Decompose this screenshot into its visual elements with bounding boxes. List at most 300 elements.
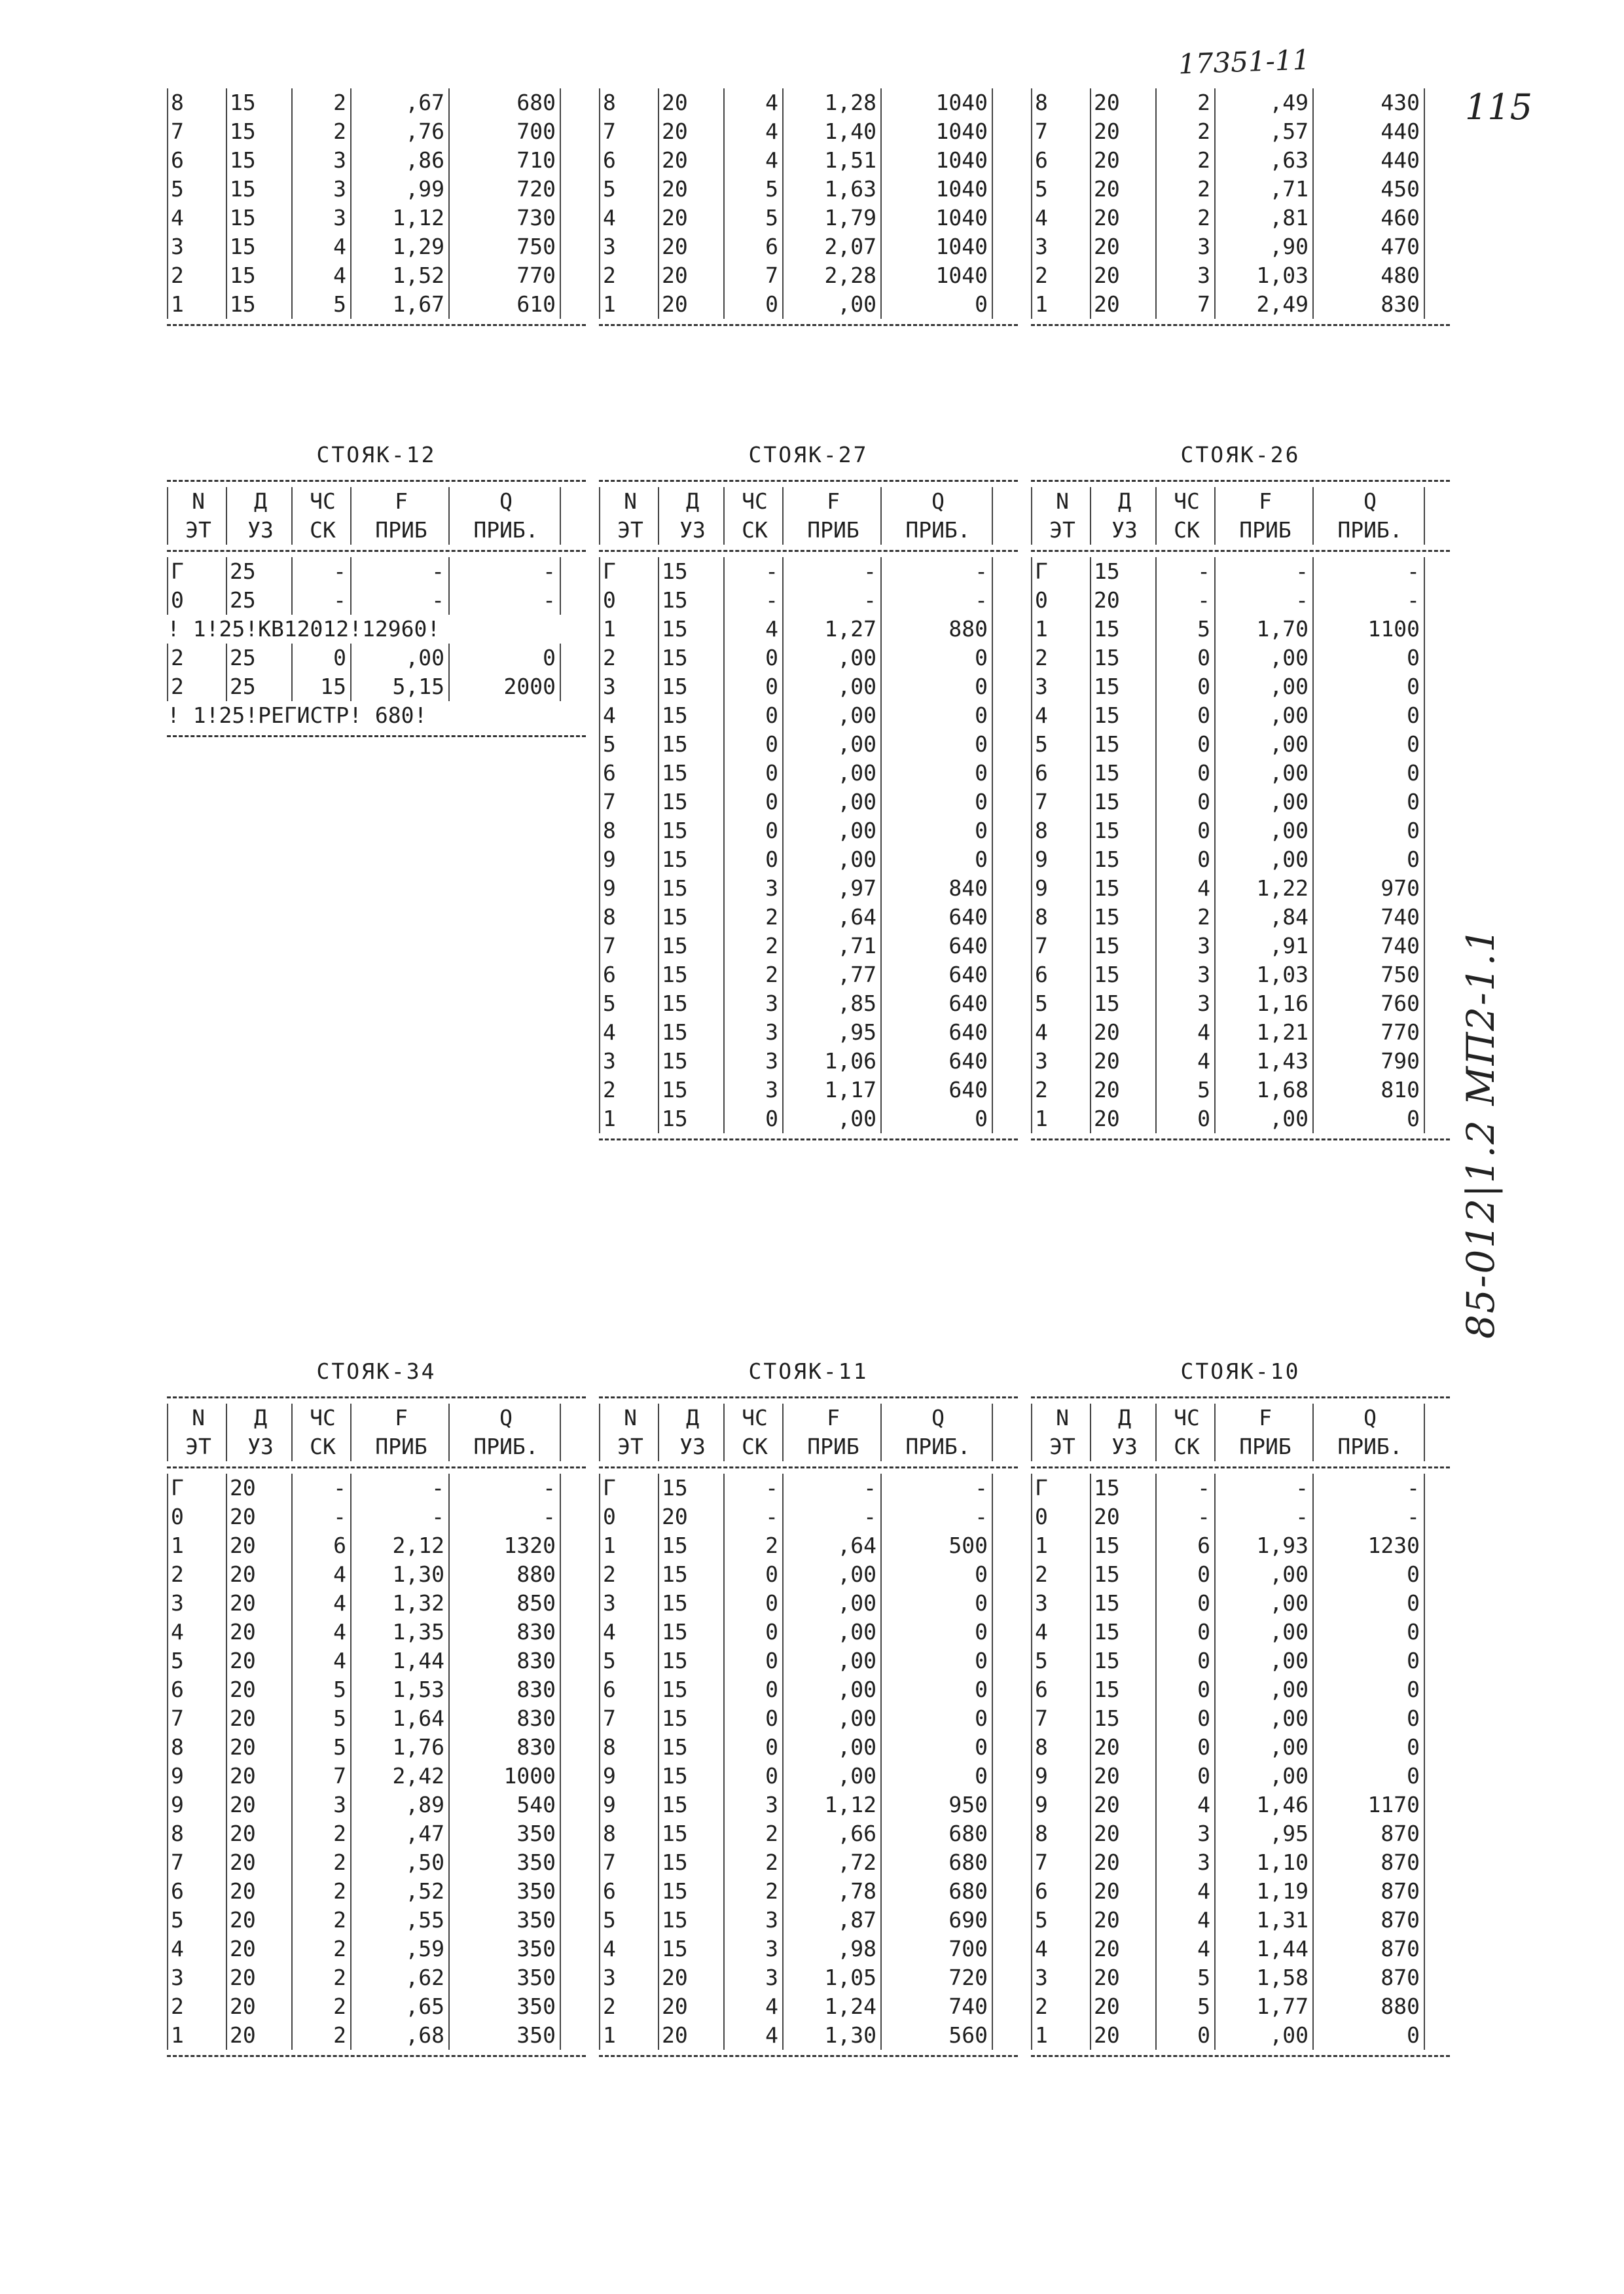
table-cell: 6 bbox=[1031, 1675, 1090, 1704]
table-row bbox=[167, 644, 586, 672]
table-cell: 9 bbox=[599, 1791, 658, 1819]
cell-divider bbox=[1424, 1848, 1425, 1877]
table-cell: 8 bbox=[1031, 1733, 1090, 1762]
table-cell: 20 bbox=[1090, 88, 1155, 117]
table-cell: 2 bbox=[167, 1560, 226, 1589]
table-cell: 1,03 bbox=[1214, 261, 1312, 290]
table-row bbox=[1031, 1992, 1450, 2021]
table-cell: 1100 bbox=[1312, 615, 1424, 644]
table-cell: 680 bbox=[880, 1848, 992, 1877]
table-cell: 20 bbox=[226, 1906, 291, 1935]
table-cell: 15 bbox=[226, 146, 291, 175]
cell-divider bbox=[1424, 615, 1425, 644]
table-row bbox=[167, 2021, 586, 2050]
table-cell: 15 bbox=[1090, 672, 1155, 701]
table-cell: - bbox=[1214, 586, 1312, 615]
table-cell: 20 bbox=[658, 146, 723, 175]
cell-divider bbox=[1424, 175, 1425, 204]
table-cell: 20 bbox=[226, 1762, 291, 1791]
table-cell: 1 bbox=[1031, 290, 1090, 319]
cell-divider bbox=[560, 290, 561, 319]
table-cell: ,85 bbox=[782, 989, 880, 1018]
cell-divider bbox=[1424, 146, 1425, 175]
cell-divider bbox=[992, 1877, 993, 1906]
table-cell: 710 bbox=[448, 146, 560, 175]
table-cell: 2 bbox=[167, 672, 226, 701]
cell-divider bbox=[560, 672, 561, 701]
table-cell: 15 bbox=[658, 1018, 723, 1047]
cell-divider bbox=[560, 516, 561, 545]
riser-table bbox=[599, 88, 1018, 331]
table-cell: 7 bbox=[1031, 932, 1090, 960]
table-cell: 0 bbox=[723, 701, 782, 730]
cell-divider bbox=[1424, 487, 1425, 516]
table-row bbox=[599, 1647, 1018, 1675]
table-cell: ,91 bbox=[1214, 932, 1312, 960]
table-cell: 0 bbox=[1312, 759, 1424, 788]
table-row bbox=[167, 1877, 586, 1906]
table-cell: 0 bbox=[880, 290, 992, 319]
table-cell: 1 bbox=[599, 1531, 658, 1560]
table-cell: 440 bbox=[1312, 117, 1424, 146]
table-cell: 1,43 bbox=[1214, 1047, 1312, 1076]
table-row: ! 1!25!РЕГИСТР! 680! bbox=[167, 702, 427, 728]
table-cell: 15 bbox=[658, 1474, 723, 1502]
table-cell: 4 bbox=[291, 261, 350, 290]
table-cell: 15 bbox=[1090, 788, 1155, 816]
table-title: СТОЯК-34 bbox=[316, 1358, 437, 1384]
table-row bbox=[1031, 1675, 1450, 1704]
dash-rule bbox=[1031, 324, 1450, 326]
cell-divider bbox=[1424, 1018, 1425, 1047]
table-cell: ,90 bbox=[1214, 232, 1312, 261]
table-cell: 0 bbox=[291, 644, 350, 672]
table-cell: 2 bbox=[723, 1848, 782, 1877]
table-title: СТОЯК-10 bbox=[1180, 1358, 1301, 1384]
table-cell: 610 bbox=[448, 290, 560, 319]
table-row bbox=[1031, 1560, 1450, 1589]
table-cell: 1 bbox=[599, 290, 658, 319]
table-cell: 1,21 bbox=[1214, 1018, 1312, 1047]
cell-divider bbox=[560, 1935, 561, 1963]
cell-divider bbox=[992, 1104, 993, 1133]
cell-divider bbox=[992, 672, 993, 701]
table-cell: 830 bbox=[1312, 290, 1424, 319]
cell-divider bbox=[992, 1992, 993, 2021]
table-row bbox=[1031, 88, 1450, 117]
header-cell: ПРИБ. bbox=[880, 516, 992, 545]
table-cell: 2 bbox=[723, 960, 782, 989]
table-cell: 6 bbox=[167, 1877, 226, 1906]
cell-divider bbox=[560, 1560, 561, 1589]
header-cell: УЗ bbox=[226, 516, 291, 545]
table-cell: 2 bbox=[167, 261, 226, 290]
table-cell: 1,22 bbox=[1214, 874, 1312, 903]
table-cell: 950 bbox=[880, 1791, 992, 1819]
cell-divider bbox=[1424, 261, 1425, 290]
table-row bbox=[1031, 117, 1450, 146]
table-cell: 5 bbox=[167, 1647, 226, 1675]
table-cell: 15 bbox=[658, 1704, 723, 1733]
table-cell: 6 bbox=[599, 759, 658, 788]
cell-divider bbox=[560, 1675, 561, 1704]
table-cell: 20 bbox=[1090, 290, 1155, 319]
table-cell: 9 bbox=[599, 874, 658, 903]
table-cell: 15 bbox=[1090, 1589, 1155, 1618]
table-cell: 350 bbox=[448, 1992, 560, 2021]
table-cell: ,68 bbox=[350, 2021, 448, 2050]
table-row: ! 1!25!КВ12012!12960! bbox=[167, 616, 441, 642]
header-cell: ПРИБ bbox=[1214, 1432, 1312, 1461]
table-cell: 5 bbox=[1031, 175, 1090, 204]
cell-divider bbox=[1424, 1675, 1425, 1704]
cell-divider bbox=[992, 290, 993, 319]
table-cell: Г bbox=[599, 1474, 658, 1502]
cell-divider bbox=[560, 204, 561, 232]
table-cell: ,00 bbox=[1214, 644, 1312, 672]
cell-divider bbox=[560, 1819, 561, 1848]
cell-divider bbox=[992, 1531, 993, 1560]
table-cell: - bbox=[880, 557, 992, 586]
table-cell: 5 bbox=[1155, 1992, 1214, 2021]
table-cell: 4 bbox=[1155, 1877, 1214, 1906]
table-cell: 3 bbox=[167, 1589, 226, 1618]
table-cell: 0 bbox=[1155, 1675, 1214, 1704]
dash-rule bbox=[1031, 550, 1450, 552]
cell-divider bbox=[560, 1432, 561, 1461]
cell-divider bbox=[1424, 989, 1425, 1018]
cell-divider bbox=[992, 1560, 993, 1589]
cell-divider bbox=[992, 1906, 993, 1935]
table-cell: 6 bbox=[1031, 146, 1090, 175]
table-cell: ,64 bbox=[782, 1531, 880, 1560]
table-cell: 15 bbox=[658, 1047, 723, 1076]
table-cell: 15 bbox=[658, 644, 723, 672]
table-cell: 1 bbox=[167, 290, 226, 319]
table-cell: 5 bbox=[1155, 1963, 1214, 1992]
table-cell: 350 bbox=[448, 1877, 560, 1906]
table-cell: 20 bbox=[226, 1618, 291, 1647]
cell-divider bbox=[1424, 1935, 1425, 1963]
table-row bbox=[599, 1762, 1018, 1791]
table-cell: 0 bbox=[448, 644, 560, 672]
table-row bbox=[599, 730, 1018, 759]
table-cell: 350 bbox=[448, 1963, 560, 1992]
table-cell: ,00 bbox=[782, 1618, 880, 1647]
table-cell: 15 bbox=[291, 672, 350, 701]
table-cell: 3 bbox=[599, 232, 658, 261]
table-cell: 3 bbox=[1155, 261, 1214, 290]
table-cell: 20 bbox=[1090, 117, 1155, 146]
dash-rule bbox=[167, 2055, 586, 2057]
table-cell: 2 bbox=[1031, 644, 1090, 672]
table-cell: 1 bbox=[599, 615, 658, 644]
table-cell: 15 bbox=[658, 932, 723, 960]
table-row bbox=[599, 1704, 1018, 1733]
table-cell: 2 bbox=[291, 1906, 350, 1935]
table-row bbox=[167, 1675, 586, 1704]
cell-divider bbox=[992, 1589, 993, 1618]
table-cell: 1040 bbox=[880, 146, 992, 175]
table-cell: 1040 bbox=[880, 204, 992, 232]
riser-table bbox=[167, 1352, 586, 2062]
table-row bbox=[599, 1848, 1018, 1877]
table-cell: 680 bbox=[448, 88, 560, 117]
table-cell: 20 bbox=[1090, 1047, 1155, 1076]
table-cell: 20 bbox=[1090, 1992, 1155, 2021]
table-cell: 20 bbox=[658, 175, 723, 204]
table-cell: 1,76 bbox=[350, 1733, 448, 1762]
header-cell: СК bbox=[291, 516, 350, 545]
table-cell: 4 bbox=[723, 146, 782, 175]
table-cell: - bbox=[291, 557, 350, 586]
table-cell: 1,27 bbox=[782, 615, 880, 644]
header-cell: N bbox=[599, 1404, 658, 1432]
table-cell: 0 bbox=[1155, 1647, 1214, 1675]
table-cell: ,00 bbox=[782, 1589, 880, 1618]
table-cell: 20 bbox=[1090, 2021, 1155, 2050]
table-cell: 2 bbox=[1031, 261, 1090, 290]
table-cell: 0 bbox=[1312, 1647, 1424, 1675]
table-row bbox=[167, 1474, 586, 1502]
table-cell: 8 bbox=[1031, 88, 1090, 117]
table-cell: 20 bbox=[1090, 204, 1155, 232]
cell-divider bbox=[560, 1589, 561, 1618]
table-row bbox=[599, 960, 1018, 989]
table-cell: 740 bbox=[1312, 932, 1424, 960]
table-row bbox=[599, 1018, 1018, 1047]
table-cell: ,00 bbox=[782, 816, 880, 845]
table-row bbox=[1031, 845, 1450, 874]
table-cell: ,50 bbox=[350, 1848, 448, 1877]
table-cell: Г bbox=[167, 557, 226, 586]
table-row bbox=[1031, 586, 1450, 615]
table-cell: 2 bbox=[723, 903, 782, 932]
dash-rule bbox=[599, 480, 1018, 482]
table-cell: 3 bbox=[1031, 672, 1090, 701]
table-cell: 5 bbox=[291, 1704, 350, 1733]
dash-rule bbox=[1031, 1466, 1450, 1468]
table-cell: 15 bbox=[1090, 1704, 1155, 1733]
table-cell: 830 bbox=[448, 1647, 560, 1675]
table-cell: 5 bbox=[599, 1647, 658, 1675]
table-row bbox=[167, 1560, 586, 1589]
table-cell: 4 bbox=[291, 1589, 350, 1618]
table-cell: 4 bbox=[1031, 1018, 1090, 1047]
table-cell: 5 bbox=[291, 1733, 350, 1762]
riser-table bbox=[167, 435, 586, 742]
table-cell: 4 bbox=[1155, 1935, 1214, 1963]
table-cell: ,00 bbox=[1214, 1704, 1312, 1733]
cell-divider bbox=[1424, 1560, 1425, 1589]
table-cell: 15 bbox=[1090, 615, 1155, 644]
table-cell: - bbox=[350, 586, 448, 615]
table-cell: - bbox=[1214, 1502, 1312, 1531]
table-row bbox=[167, 117, 586, 146]
table-cell: - bbox=[723, 586, 782, 615]
table-row bbox=[1031, 1877, 1450, 1906]
table-cell: ,89 bbox=[350, 1791, 448, 1819]
header-cell: УЗ bbox=[226, 1432, 291, 1461]
table-cell: 0 bbox=[880, 788, 992, 816]
table-cell: ,00 bbox=[782, 644, 880, 672]
table-cell: ,95 bbox=[1214, 1819, 1312, 1848]
cell-divider bbox=[992, 1018, 993, 1047]
table-cell: 6 bbox=[1031, 759, 1090, 788]
table-cell: 1040 bbox=[880, 232, 992, 261]
table-cell: 0 bbox=[723, 788, 782, 816]
table-cell: 4 bbox=[1031, 1618, 1090, 1647]
cell-divider bbox=[1424, 1906, 1425, 1935]
table-cell: 7 bbox=[599, 788, 658, 816]
table-cell: 2 bbox=[1155, 117, 1214, 146]
table-cell: 7 bbox=[1031, 1704, 1090, 1733]
table-cell: - bbox=[723, 1502, 782, 1531]
table-cell: 2 bbox=[291, 1819, 350, 1848]
dash-rule bbox=[599, 1396, 1018, 1398]
cell-divider bbox=[1424, 1104, 1425, 1133]
table-cell: 15 bbox=[1090, 1474, 1155, 1502]
table-cell: 15 bbox=[658, 1104, 723, 1133]
cell-divider bbox=[992, 117, 993, 146]
table-row bbox=[599, 1589, 1018, 1618]
table-cell: 20 bbox=[658, 290, 723, 319]
table-cell: 20 bbox=[226, 1791, 291, 1819]
table-cell: 15 bbox=[226, 117, 291, 146]
table-cell: 15 bbox=[1090, 1531, 1155, 1560]
header-row bbox=[599, 516, 1018, 545]
table-cell: 560 bbox=[880, 2021, 992, 2050]
cell-divider bbox=[560, 88, 561, 117]
table-cell: 20 bbox=[226, 1589, 291, 1618]
table-row bbox=[167, 1531, 586, 1560]
table-cell: 20 bbox=[658, 204, 723, 232]
table-cell: 3 bbox=[1031, 1589, 1090, 1618]
table-cell: 1,31 bbox=[1214, 1906, 1312, 1935]
header-cell: N bbox=[599, 487, 658, 516]
table-cell: 15 bbox=[658, 989, 723, 1018]
table-cell: ,52 bbox=[350, 1877, 448, 1906]
cell-divider bbox=[1424, 1819, 1425, 1848]
cell-divider bbox=[1424, 1502, 1425, 1531]
dash-rule bbox=[599, 1466, 1018, 1468]
table-cell: 4 bbox=[599, 204, 658, 232]
table-cell: 6 bbox=[1155, 1531, 1214, 1560]
table-cell: 640 bbox=[880, 1018, 992, 1047]
header-cell: F bbox=[1214, 1404, 1312, 1432]
header-cell: ЭТ bbox=[167, 516, 226, 545]
cell-divider bbox=[1424, 1474, 1425, 1502]
table-cell: 1 bbox=[167, 1531, 226, 1560]
cell-divider bbox=[1424, 1704, 1425, 1733]
dash-rule bbox=[167, 1396, 586, 1398]
table-cell: 9 bbox=[167, 1762, 226, 1791]
table-cell: 470 bbox=[1312, 232, 1424, 261]
table-cell: 4 bbox=[723, 117, 782, 146]
table-cell: 20 bbox=[226, 1474, 291, 1502]
table-cell: 0 bbox=[880, 730, 992, 759]
table-row bbox=[599, 1047, 1018, 1076]
table-cell: 15 bbox=[658, 1560, 723, 1589]
table-cell: ,00 bbox=[782, 672, 880, 701]
table-cell: 750 bbox=[448, 232, 560, 261]
table-cell: 0 bbox=[1155, 644, 1214, 672]
header-cell: F bbox=[350, 487, 448, 516]
table-cell: 15 bbox=[1090, 1675, 1155, 1704]
dash-rule bbox=[599, 324, 1018, 326]
table-cell: 350 bbox=[448, 1935, 560, 1963]
table-row bbox=[1031, 261, 1450, 290]
table-cell: 20 bbox=[1090, 1877, 1155, 1906]
dash-rule bbox=[1031, 480, 1450, 482]
header-cell: F bbox=[782, 487, 880, 516]
table-row bbox=[599, 586, 1018, 615]
table-cell: 7 bbox=[1031, 1848, 1090, 1877]
table-cell: 20 bbox=[1090, 1963, 1155, 1992]
table-cell: 1,19 bbox=[1214, 1877, 1312, 1906]
table-cell: 1 bbox=[599, 2021, 658, 2050]
table-cell: 700 bbox=[448, 117, 560, 146]
table-cell: ,97 bbox=[782, 874, 880, 903]
table-cell: 20 bbox=[1090, 1076, 1155, 1104]
table-cell: 9 bbox=[1031, 845, 1090, 874]
table-cell: 2 bbox=[291, 1848, 350, 1877]
table-cell: 3 bbox=[723, 1963, 782, 1992]
table-header bbox=[599, 1404, 1018, 1461]
table-cell: 15 bbox=[1090, 874, 1155, 903]
table-cell: 0 bbox=[1312, 1560, 1424, 1589]
cell-divider bbox=[992, 557, 993, 586]
table-row bbox=[599, 1906, 1018, 1935]
table-cell: 5 bbox=[723, 175, 782, 204]
table-cell: ,64 bbox=[782, 903, 880, 932]
table-cell: 20 bbox=[658, 1963, 723, 1992]
riser-table bbox=[1031, 435, 1450, 1146]
header-cell: ПРИБ. bbox=[448, 1432, 560, 1461]
table-cell: 4 bbox=[599, 1018, 658, 1047]
table-cell: 4 bbox=[723, 2021, 782, 2050]
cell-divider bbox=[1424, 816, 1425, 845]
table-row bbox=[167, 1848, 586, 1877]
table-cell: 20 bbox=[1090, 1104, 1155, 1133]
cell-divider bbox=[992, 1474, 993, 1502]
table-row bbox=[1031, 1733, 1450, 1762]
table-cell: 680 bbox=[880, 1877, 992, 1906]
table-cell: 0 bbox=[1155, 845, 1214, 874]
table-cell: 7 bbox=[167, 117, 226, 146]
cell-divider bbox=[992, 1963, 993, 1992]
cell-divider bbox=[992, 1819, 993, 1848]
table-cell: 15 bbox=[658, 759, 723, 788]
table-cell: 4 bbox=[291, 232, 350, 261]
table-cell: 20 bbox=[658, 232, 723, 261]
cell-divider bbox=[992, 516, 993, 545]
table-cell: 2,28 bbox=[782, 261, 880, 290]
cell-divider bbox=[992, 1704, 993, 1733]
table-cell: 440 bbox=[1312, 146, 1424, 175]
table-cell: 4 bbox=[1155, 874, 1214, 903]
table-header bbox=[167, 487, 586, 545]
table-cell: 3 bbox=[167, 232, 226, 261]
table-cell: 2 bbox=[1155, 903, 1214, 932]
table-cell: ,00 bbox=[782, 1647, 880, 1675]
table-cell: 880 bbox=[880, 615, 992, 644]
header-cell: ПРИБ bbox=[350, 1432, 448, 1461]
cell-divider bbox=[560, 117, 561, 146]
table-cell: 1 bbox=[1031, 2021, 1090, 2050]
table-cell: 0 bbox=[880, 816, 992, 845]
table-row bbox=[599, 1104, 1018, 1133]
